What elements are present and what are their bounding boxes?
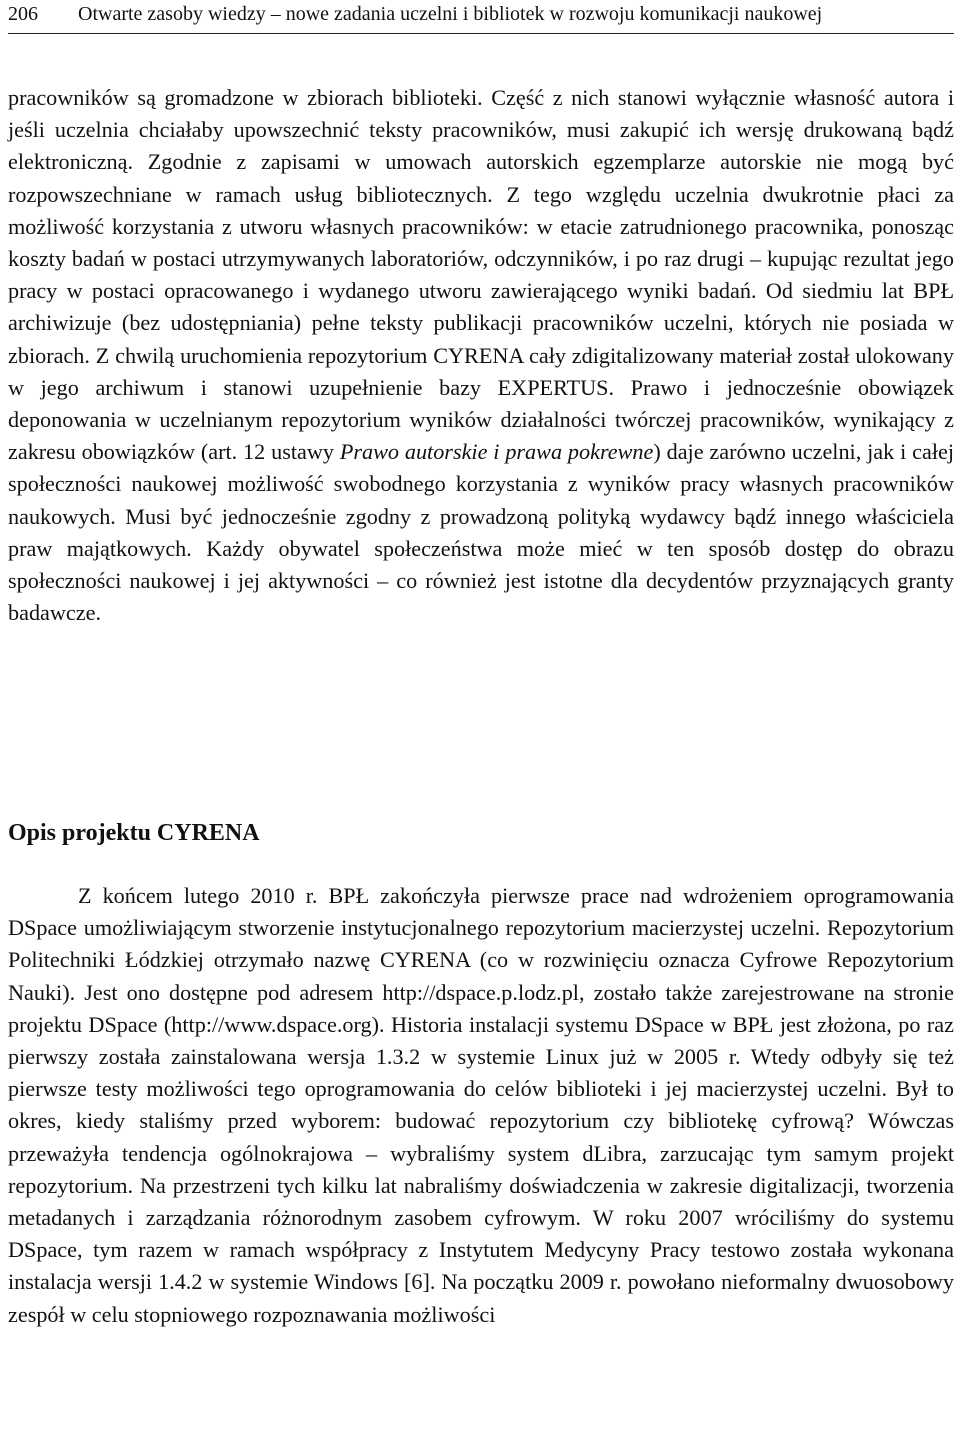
running-title: Otwarte zasoby wiedzy – nowe zadania uczelni i bibliotek w rozwoju komunikacji naukowej: [78, 3, 823, 25]
page-number: 206: [8, 3, 38, 25]
header-rule: [8, 33, 954, 34]
section-heading: Opis projektu CYRENA: [8, 820, 260, 846]
body-paragraph-2: Z końcem lutego 2010 r. BPŁ zakończyła pierwsze prace nad wdrożeniem oprogramowania DSpace umożliwiającym stworzenie instytucjonalnego repozytorium macierzystej uczelni. Repozytorium Politechniki Łódzkiej otrzymało nazwę CYRENA (co w rozwinięciu oznacza Cyfrowe Repozytorium Nauki). Jest ono dostępne pod adresem http://dspace.p.lodz.pl, zostało także zarejestrowane na stronie projektu DSpace (http://www.dspace.org). Historia instalacji systemu DSpace w BPŁ jest złożona, po raz pierwszy została zainstalowana wersja 1.3.2 w systemie Linux już w 2005 r. Wtedy odbyły się też pierwsze testy możliwości tego oprogramowania do celów biblioteki i jej macierzystej uczelni. Był to okres, kiedy staliśmy przed wyborem: budować repozytorium czy bibliotekę cyfrową? Wówczas przeważyła tendencja ogólnokrajowa – wybraliśmy system dLibra, zarzucając tym samym projekt repozytorium. Na przestrzeni tych kilku lat nabraliśmy doświadczenia w zakresie digitalizacji, tworzenia metadanych i zarządzania różnorodnym zasobem cyfrowym. W roku 2007 wróciliśmy do systemu DSpace, tym razem w ramach współpracy z Instytutem Medycyny Pracy testowo została wykonana instalacja wersji 1.4.2 w systemie Windows [6]. Na początku 2009 r. powołano nieformalny dwuosobowy zespół w celu stopniowego rozpoznawania możliwości: [8, 883, 954, 1327]
running-header: [8, 2, 954, 36]
paragraph-1-text-b: ) daje zarówno uczelni, jak i całej społeczności naukowej możliwość swobodnego korzystania z wyników pracy własnych pracowników naukowych. Musi być jednocześnie zgodny z prowadzoną polityką wydawcy bądź innego właściciela praw majątkowych. Każdy obywatel społeczeństwa może mieć w ten sposób dostęp do obrazu społeczności naukowej i jej aktywności – co również jest istotne dla decydentów przyznających granty badawcze.: [8, 439, 954, 626]
body-paragraph-1: [8, 82, 954, 629]
law-title: Prawo autorskie i prawa pokrewne: [339, 439, 654, 465]
paragraph-1-text-a: pracowników są gromadzone w zbiorach biblioteki. Część z nich stanowi wyłącznie własność autora i jeśli uczelnia chciałaby upowszechnić teksty pracowników, musi zakupić ich wersję drukowaną bądź elektroniczną. Zgodnie z zapisami w umowach autorskich egzemplarze autorskie nie mogą być rozpowszechniane w ramach usług bibliotecznych. Z tego względu uczelnia dwukrotnie płaci za możliwość korzystania z utworu własnych pracowników: w etacie zatrudnionego pracownika, ponosząc koszty badań w postaci utrzymywanych laboratoriów, odczynników, i po raz drugi – kupując rezultat jego pracy w postaci opracowanego i wydanego utworu zawierającego wyniki badań. Od siedmiu lat BPŁ archiwizuje (bez udostępniania) pełne teksty publikacji pracowników uczelni, których nie posiada w zbiorach. Z chwilą uruchomienia repozytorium CYRENA cały zdigitalizowany materiał został ulokowany w jego archiwum i stanowi uzupełnienie bazy EXPERTUS. Prawo i jednocześnie obowiązek deponowania w uczelnianym repozytorium wyników działalności twórczej pracowników, wynikający z zakresu obowiązków (art. 12 ustawy: [8, 85, 954, 465]
